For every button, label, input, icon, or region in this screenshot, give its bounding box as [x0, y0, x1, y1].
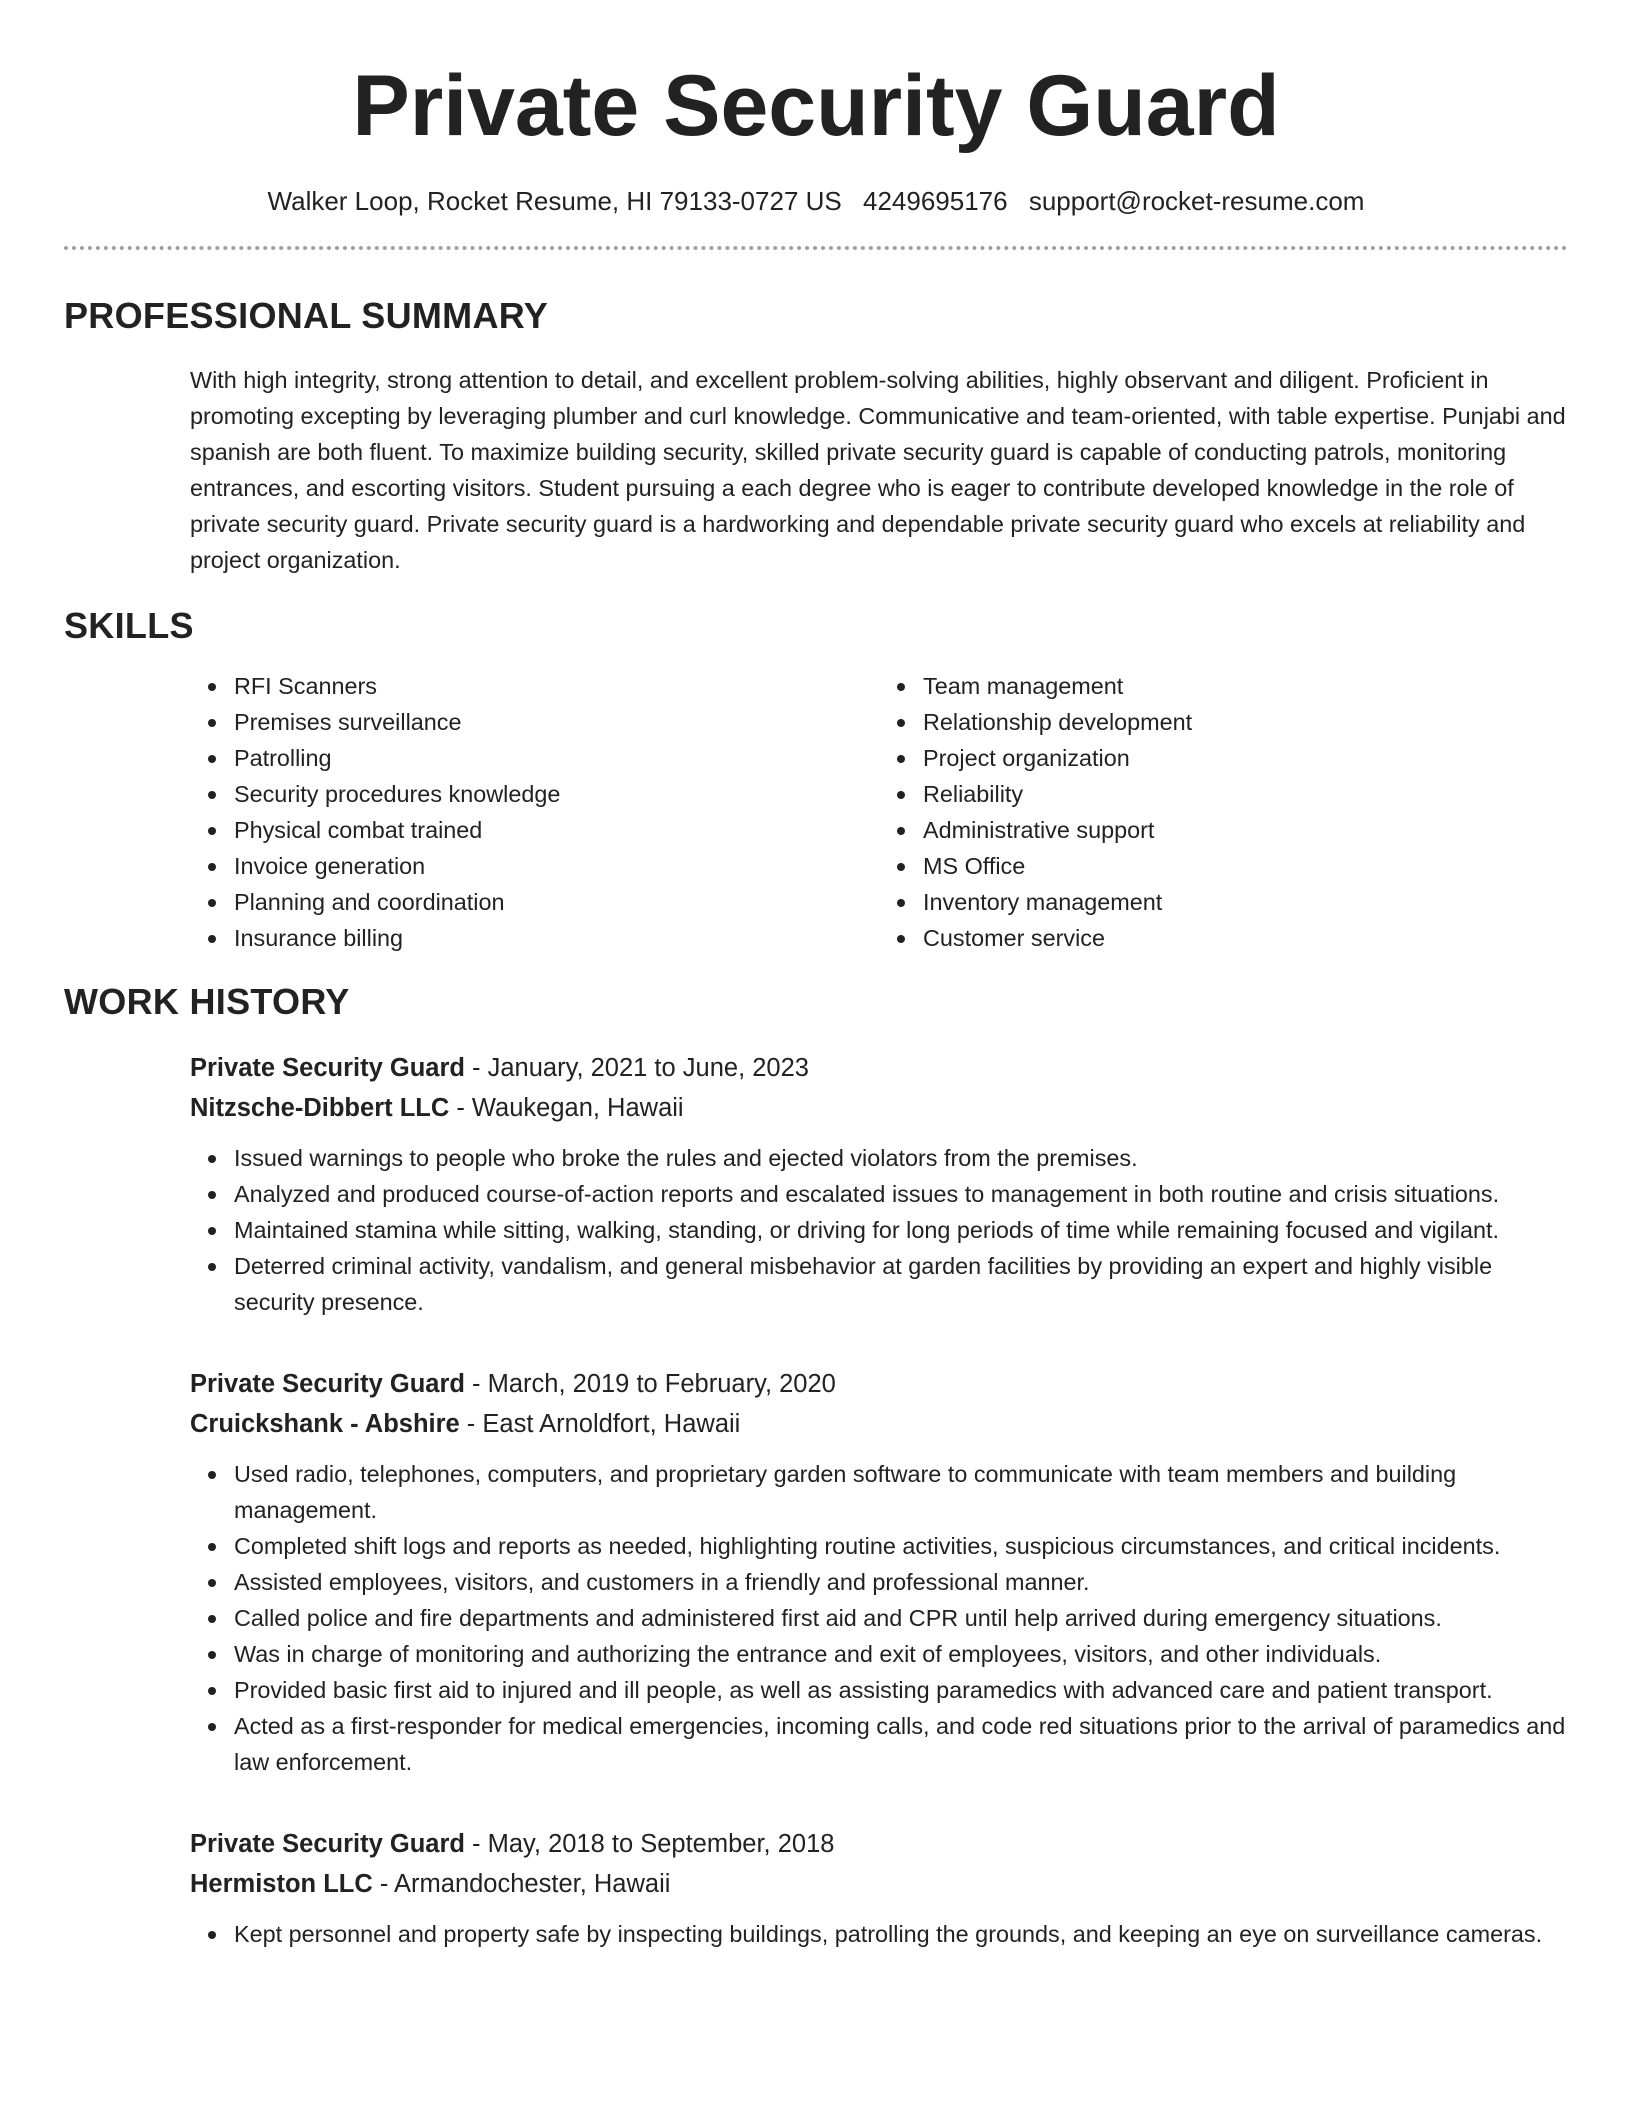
job-entry — [64, 1824, 1568, 1952]
job-duties — [190, 1140, 1568, 1320]
skill-item: Insurance billing — [234, 920, 879, 956]
duty-item: Called police and fire departments and administered first aid and CPR until help arrived during emergency situations. — [234, 1600, 1568, 1636]
work-history-heading: WORK HISTORY — [64, 981, 350, 1022]
job-role: Private Security Guard — [190, 1830, 465, 1858]
duty-item: Used radio, telephones, computers, and proprietary garden software to communicate with team members and building management. — [234, 1456, 1568, 1528]
duty-item: Maintained stamina while sitting, walking, standing, or driving for long periods of time while remaining focused and vigilant. — [234, 1212, 1568, 1248]
job-role: Private Security Guard — [190, 1054, 465, 1082]
job-company-line — [190, 1088, 1568, 1128]
job-company: Nitzsche-Dibbert LLC — [190, 1094, 450, 1122]
job-title-line — [190, 1364, 1568, 1404]
skill-item: Planning and coordination — [234, 884, 879, 920]
duty-item: Provided basic first aid to injured and ill people, as well as assisting paramedics with advanced care and patient transport. — [234, 1672, 1568, 1708]
skill-item: RFI Scanners — [234, 668, 879, 704]
skills-column-right — [879, 668, 1568, 956]
skill-item: Relationship development — [923, 704, 1568, 740]
duty-item: Acted as a first-responder for medical emergencies, incoming calls, and code red situations prior to the arrival of paramedics and law enforcement. — [234, 1708, 1568, 1780]
skill-item: Security procedures knowledge — [234, 776, 879, 812]
duty-item: Issued warnings to people who broke the rules and ejected violators from the premises. — [234, 1140, 1568, 1176]
job-duties — [190, 1916, 1568, 1952]
skill-item: Reliability — [923, 776, 1568, 812]
job-dates: - March, 2019 to February, 2020 — [464, 1370, 836, 1398]
job-location: - Waukegan, Hawaii — [449, 1094, 684, 1122]
summary-text: With high integrity, strong attention to detail, and excellent problem-solving abilities, highly observant and diligent. Proficient in promoting excepting by leveraging plumber and curl knowledge. Communicative and team-oriented, with table expertise. Punjabi and spanish are both fluent. To maximize building security, skilled private security guard is capable of conducting patrols, monitoring entrances, and escorting visitors. Student pursuing a each degree who is eager to contribute developed knowledge in the role of private security guard. Private security guard is a hardworking and dependable private security guard who excels at reliability and project organization. — [190, 367, 1566, 573]
job-duties — [190, 1456, 1568, 1780]
skill-item: Team management — [923, 668, 1568, 704]
skill-item: Administrative support — [923, 812, 1568, 848]
job-company-line — [190, 1864, 1568, 1904]
skill-item: Inventory management — [923, 884, 1568, 920]
job-entry — [64, 1048, 1568, 1320]
job-dates: - January, 2021 to June, 2023 — [464, 1054, 809, 1082]
contact-line — [64, 184, 1568, 218]
contact-address: Walker Loop, Rocket Resume, HI 79133-0727 US — [267, 186, 842, 216]
job-location: - East Arnoldfort, Hawaii — [459, 1410, 741, 1438]
skill-item: MS Office — [923, 848, 1568, 884]
skill-item: Project organization — [923, 740, 1568, 776]
job-dates: - May, 2018 to September, 2018 — [464, 1830, 835, 1858]
job-location: - Armandochester, Hawaii — [372, 1870, 671, 1898]
job-company: Cruickshank - Abshire — [190, 1410, 460, 1438]
job-company: Hermiston LLC — [190, 1870, 373, 1898]
duty-item: Deterred criminal activity, vandalism, and general misbehavior at garden facilities by providing an expert and highly visible security presence. — [234, 1248, 1568, 1320]
duty-item: Assisted employees, visitors, and customers in a friendly and professional manner. — [234, 1564, 1568, 1600]
job-title-line — [190, 1048, 1568, 1088]
job-title-line — [190, 1824, 1568, 1864]
skill-item: Premises surveillance — [234, 704, 879, 740]
duty-item: Analyzed and produced course-of-action reports and escalated issues to management in both routine and crisis situations. — [234, 1176, 1568, 1212]
job-company-line — [190, 1404, 1568, 1444]
skill-item: Patrolling — [234, 740, 879, 776]
skill-item: Physical combat trained — [234, 812, 879, 848]
duty-item: Completed shift logs and reports as needed, highlighting routine activities, suspicious circumstances, and critical incidents. — [234, 1528, 1568, 1564]
skills-column-left — [190, 668, 879, 956]
header-divider — [64, 246, 1568, 250]
job-entry — [64, 1364, 1568, 1780]
summary-heading: PROFESSIONAL SUMMARY — [64, 295, 549, 336]
contact-email[interactable]: support@rocket-resume.com — [1028, 186, 1365, 216]
skill-item: Customer service — [923, 920, 1568, 956]
skills-grid — [64, 668, 1568, 956]
duty-item: Kept personnel and property safe by inspecting buildings, patrolling the grounds, and keeping an eye on surveillance cameras. — [234, 1916, 1568, 1952]
contact-phone: 4249695176 — [862, 186, 1008, 216]
job-role: Private Security Guard — [190, 1370, 465, 1398]
candidate-name: Private Security Guard — [352, 58, 1280, 154]
duty-item: Was in charge of monitoring and authorizing the entrance and exit of employees, visitors, and other individuals. — [234, 1636, 1568, 1672]
skills-heading: SKILLS — [64, 605, 194, 646]
skill-item: Invoice generation — [234, 848, 879, 884]
